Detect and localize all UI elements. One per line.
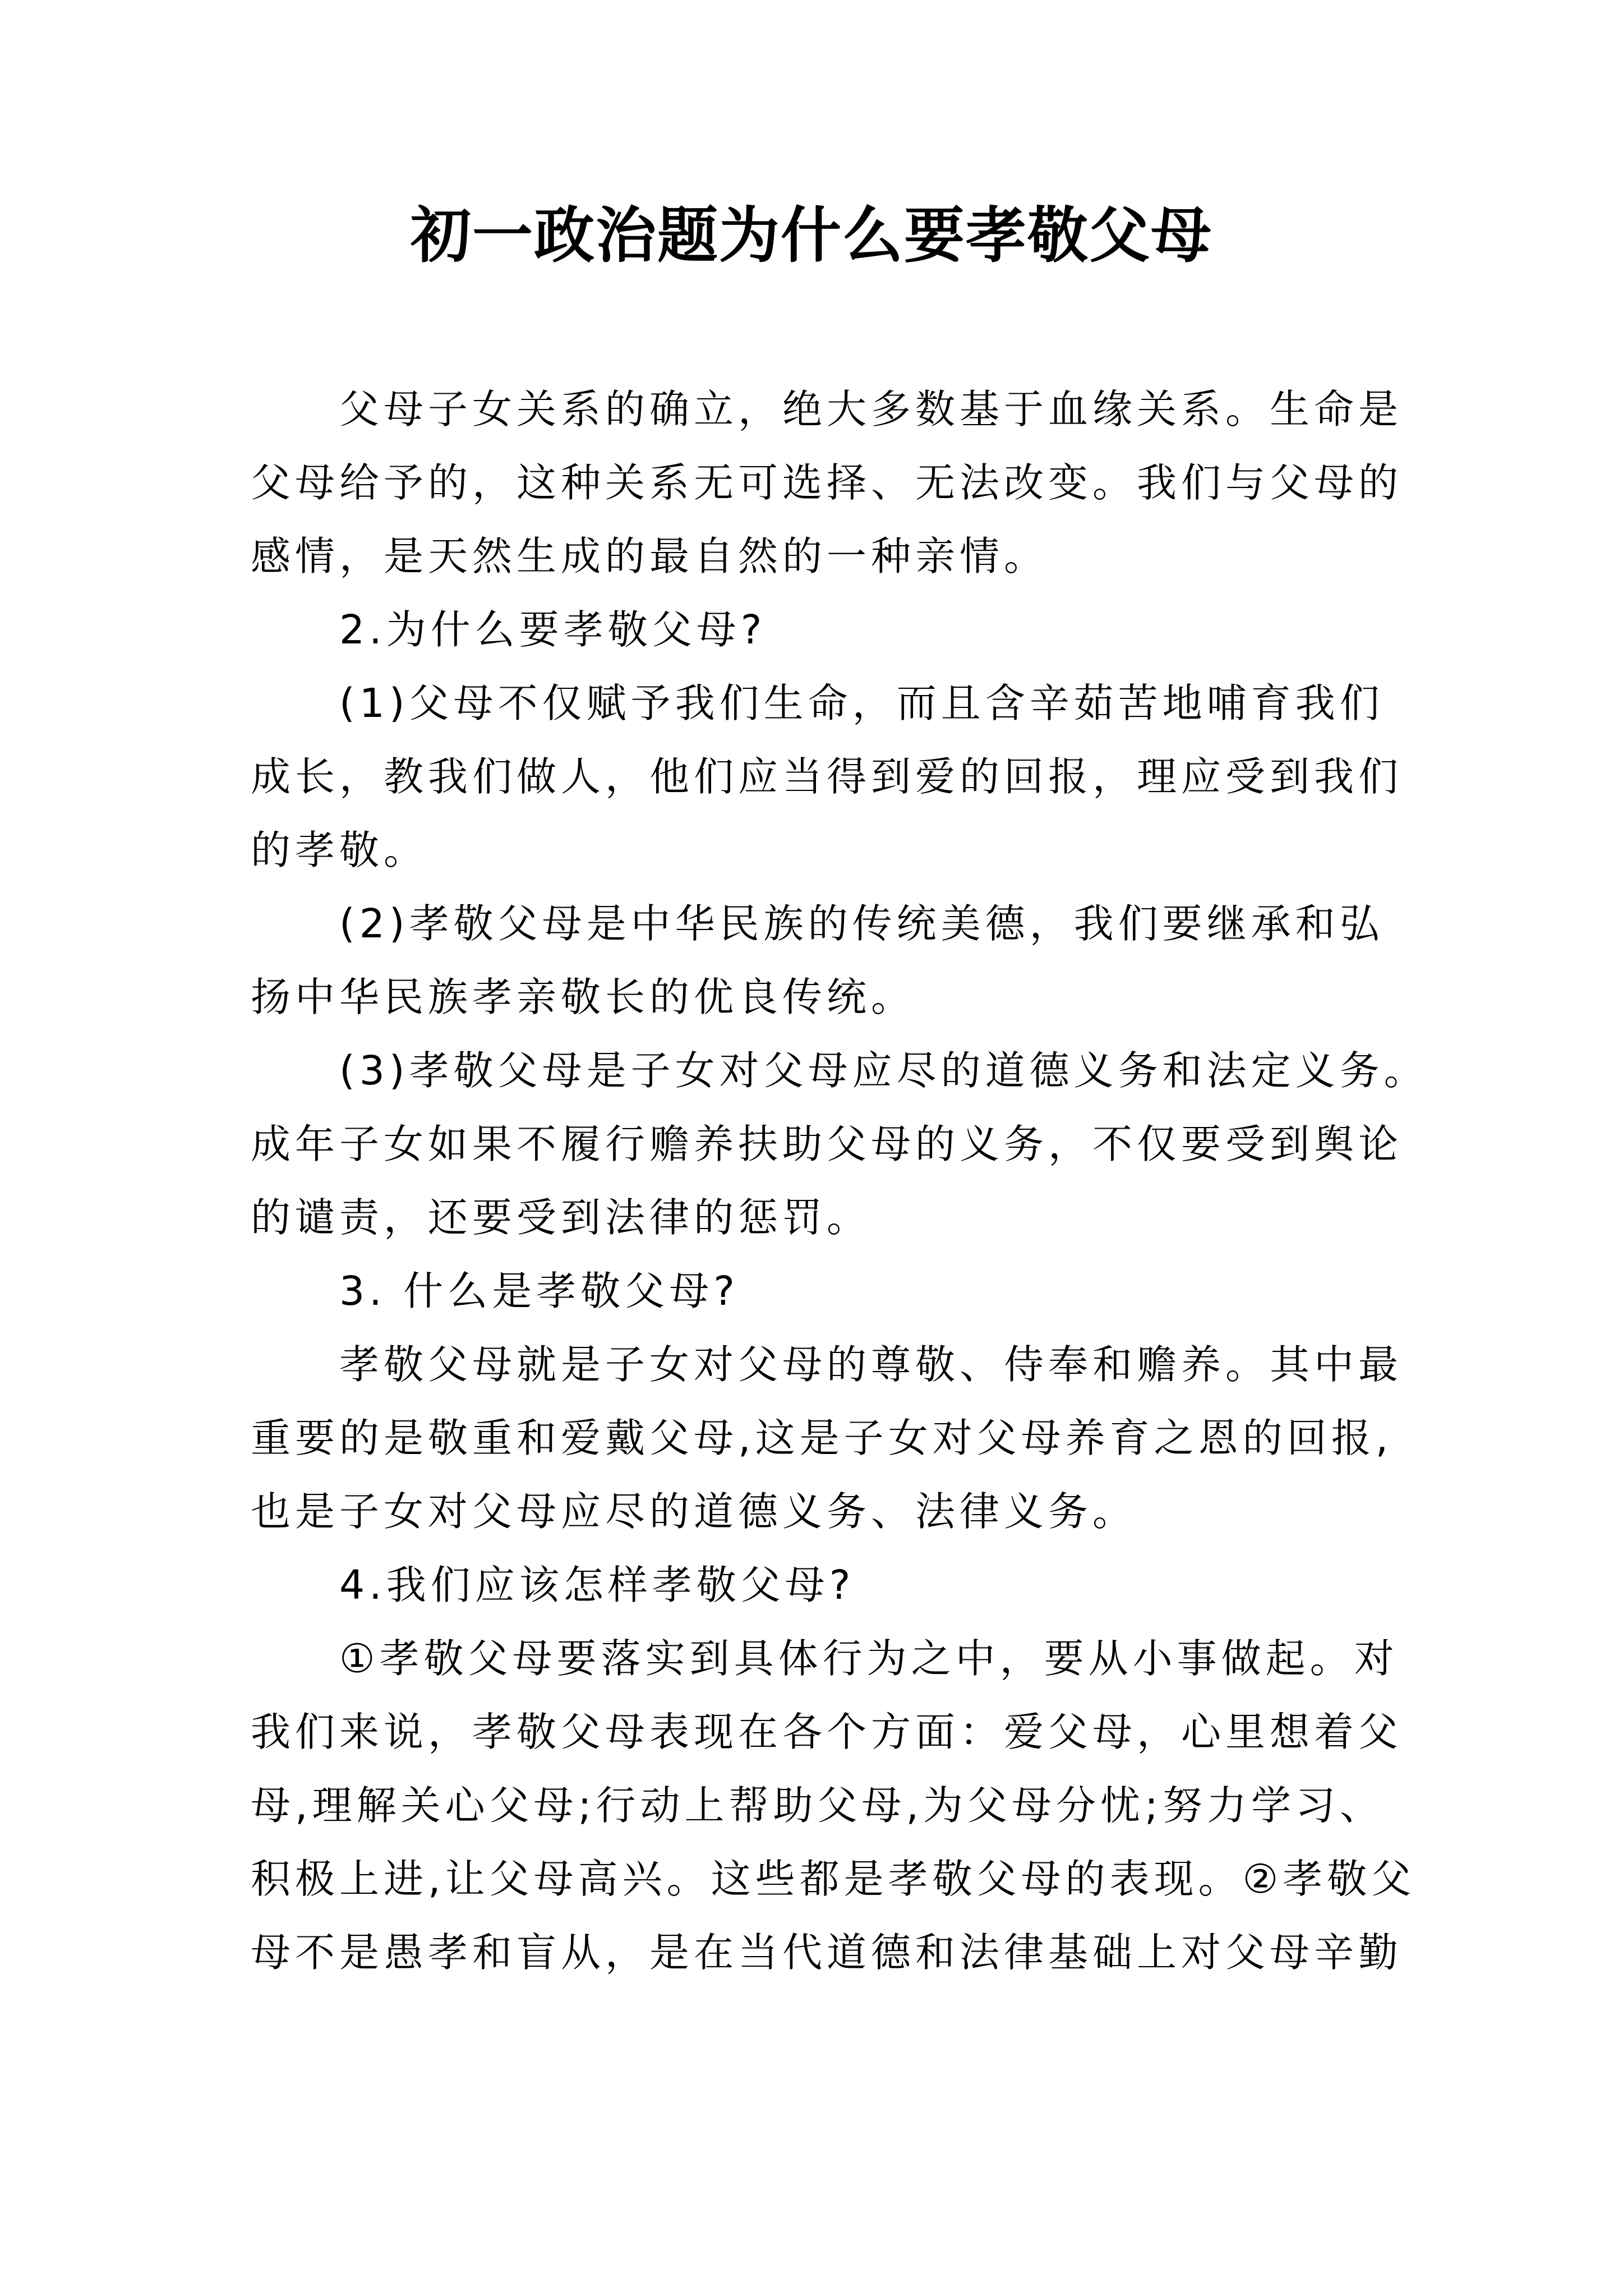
answer-point-1 (251, 666, 1403, 887)
document-title: 初一政治题为什么要孝敬父母 (410, 200, 1212, 271)
answer-definition (251, 1328, 1403, 1548)
text-line: (2)孝敬父母是中华民族的传统美德，我们要继承和弘 (339, 900, 1384, 947)
paragraph-intro (251, 372, 1403, 593)
text-line: 父母给予的，这种关系无可选择、无法改变。我们与父母的 (251, 459, 1403, 506)
text-line: 重要的是敬重和爱戴父母,这是子女对父母养育之恩的回报, (251, 1415, 1393, 1461)
text-line: 的谴责，还要受到法律的惩罚。 (251, 1194, 872, 1241)
text-line: 我们来说，孝敬父母表现在各个方面：爱父母，心里想着父 (251, 1709, 1403, 1755)
answer-point-2 (251, 887, 1389, 1034)
text-line: 父母子女关系的确立，绝大多数基于血缘关系。生命是 (339, 386, 1403, 432)
text-line: 感情，是天然生成的最自然的一种亲情。 (251, 533, 1049, 579)
text-line: 积极上进,让父母高兴。这些都是孝敬父母的表现。②孝敬父 (251, 1856, 1416, 1902)
text-line: 2.为什么要孝敬父母? (339, 606, 767, 653)
question-heading-3 (251, 1254, 1389, 1328)
text-line: 3. 什么是孝敬父母? (339, 1268, 739, 1314)
document-body (251, 372, 1428, 1989)
answer-point-3 (251, 1034, 1428, 1254)
text-line: ①孝敬父母要落实到具体行为之中，要从小事做起。对 (339, 1635, 1399, 1682)
answer-how-to (251, 1622, 1416, 1989)
text-line: 成长，教我们做人，他们应当得到爱的回报，理应受到我们 (251, 753, 1403, 800)
text-line: 母,理解关心父母;行动上帮助父母,为父母分忧;努力学习、 (251, 1782, 1384, 1829)
question-heading-4 (251, 1548, 1389, 1622)
text-line: (1)父母不仅赋予我们生命，而且含辛茹苦地哺育我们 (339, 680, 1384, 726)
text-line: 扬中华民族孝亲敬长的优良传统。 (251, 974, 916, 1020)
text-line: (3)孝敬父母是子女对父母应尽的道德义务和法定义务。 (339, 1047, 1428, 1094)
text-line: 也是子女对父母应尽的道德义务、法律义务。 (251, 1488, 1137, 1535)
text-line: 孝敬父母就是子女对父母的尊敬、侍奉和赡养。其中最 (339, 1341, 1403, 1388)
text-line: 的孝敬。 (251, 827, 428, 873)
question-heading-2 (251, 593, 1389, 666)
text-line: 母不是愚孝和盲从，是在当代道德和法律基础上对父母辛勤 (251, 1929, 1403, 1976)
text-line: 4.我们应该怎样孝敬父母? (339, 1562, 855, 1608)
text-line: 成年子女如果不履行赡养扶助父母的义务，不仅要受到舆论 (251, 1121, 1403, 1167)
